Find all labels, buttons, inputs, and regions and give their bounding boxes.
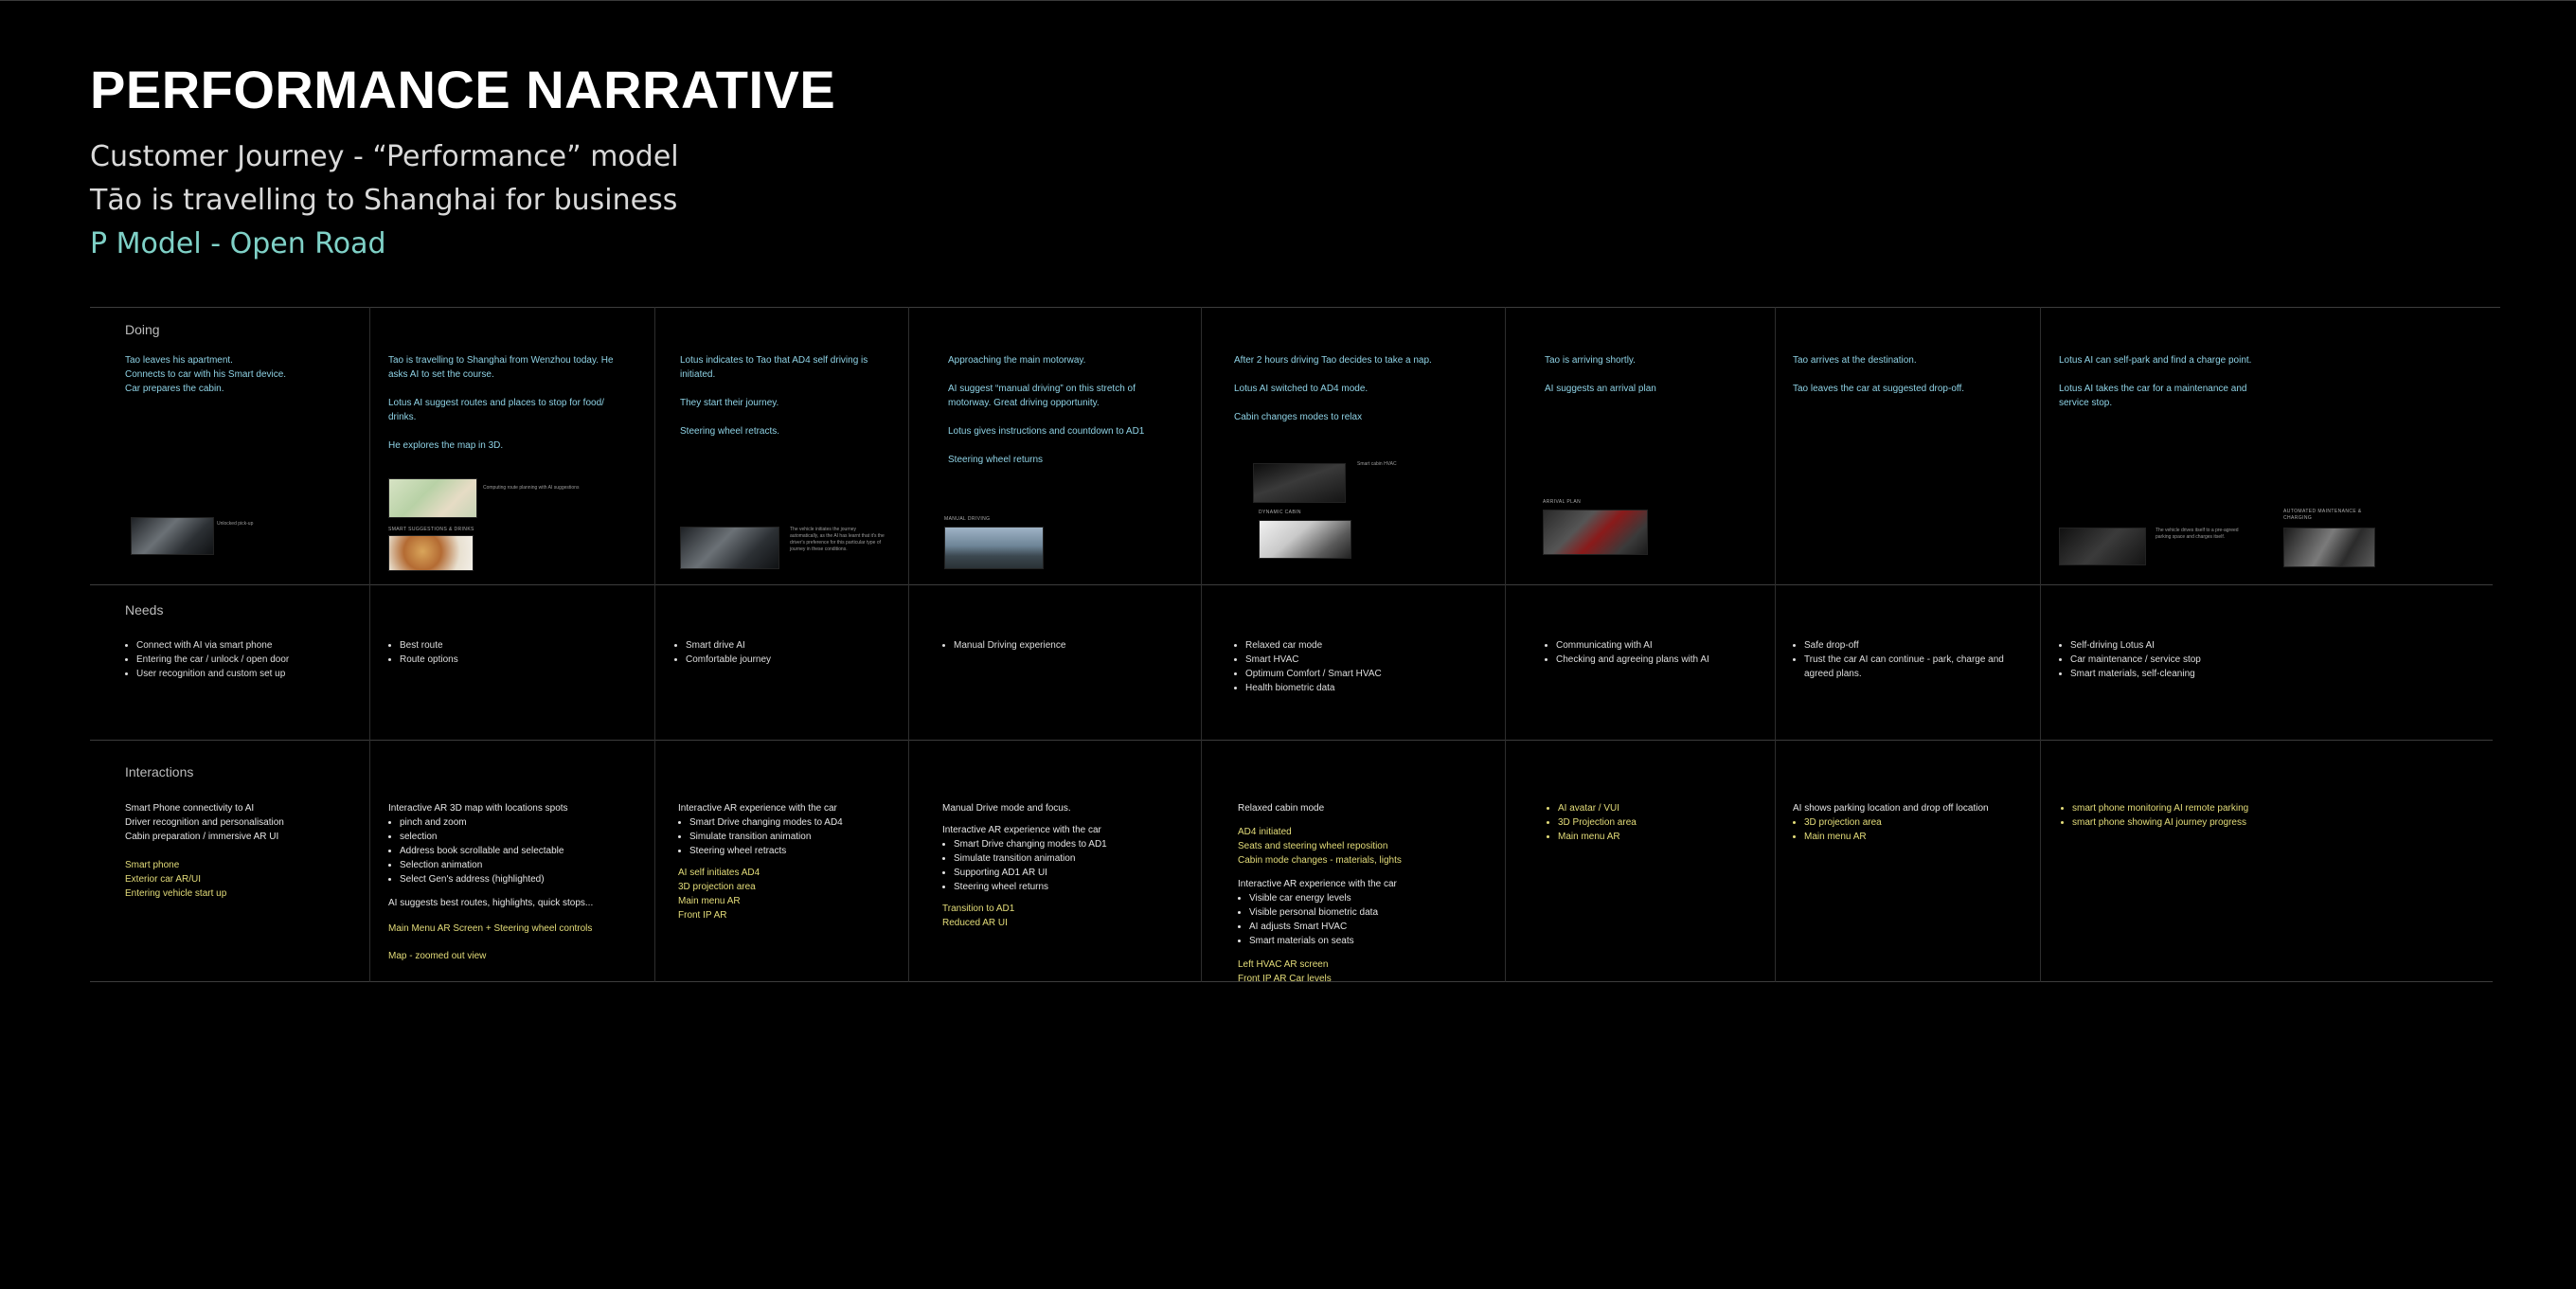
column-divider: [654, 307, 655, 982]
doing-text: Tao is travelling to Shanghai from Wenzhou today. He asks AI to set the course.: [388, 355, 614, 380]
need-item: • Smart materials, self-cleaning: [2070, 667, 2277, 681]
doing-step-1: [125, 353, 352, 396]
interactions-step-7: [1793, 801, 2020, 844]
interaction-touchpoint: • 3D projection area: [1804, 815, 2020, 830]
needs-divider: [90, 584, 2493, 585]
interaction-item: • Smart Drive changing modes to AD4: [689, 815, 896, 830]
model-subtitle: P Model - Open Road: [90, 227, 386, 260]
needs-step-5: [1234, 638, 1471, 695]
self-driving-image: [680, 527, 779, 569]
interaction-item: • pinch and zoom: [400, 815, 639, 830]
column-divider: [1775, 307, 1776, 982]
interaction-text: Interactive AR experience with the car: [942, 825, 1101, 835]
image-caption: Unlocked pick-up: [217, 521, 254, 527]
needs-step-8: [2059, 638, 2277, 681]
doing-text: Connects to car with his Smart device.: [125, 369, 287, 380]
column-divider: [369, 307, 370, 982]
column-divider: [908, 307, 909, 982]
column-divider: [1201, 307, 1202, 982]
image-caption: The vehicle drives itself to a pre-agreed parking space and charges itself.: [2156, 528, 2239, 540]
interaction-item: • AI adjusts Smart HVAC: [1249, 920, 1484, 934]
interaction-text: Smart Phone connectivity to AI: [125, 803, 255, 814]
interaction-touchpoint: AI self initiates AD4: [678, 868, 760, 878]
need-item: • Checking and agreeing plans with AI: [1556, 653, 1762, 667]
interactions-step-2: [388, 801, 639, 963]
journey-grid: [90, 307, 2500, 982]
need-item: • Relaxed car mode: [1245, 638, 1471, 653]
doing-text: AI suggests an arrival plan: [1545, 384, 1656, 394]
interaction-text: Manual Drive mode and focus.: [942, 803, 1071, 814]
image-caption: SMART SUGGESTIONS & DRINKS: [388, 527, 474, 532]
doing-text: AI suggest “manual driving” on this stretch of motorway. Great driving opportunity.: [948, 384, 1136, 408]
cabin-hvac-image: [1253, 463, 1346, 503]
doing-text: Tao is arriving shortly.: [1545, 355, 1636, 366]
interaction-touchpoint: • smart phone monitoring AI remote parking: [2072, 801, 2288, 815]
row-label-interactions: Interactions: [125, 764, 194, 779]
need-item: • Self-driving Lotus AI: [2070, 638, 2277, 653]
doing-step-3: [680, 353, 893, 453]
interaction-touchpoint: Reduced AR UI: [942, 918, 1008, 928]
interaction-text: AI shows parking location and drop off location: [1793, 803, 1989, 814]
interaction-item: • Smart materials on seats: [1249, 934, 1484, 948]
need-item: • User recognition and custom set up: [136, 667, 352, 681]
needs-step-1: [125, 638, 352, 681]
needs-step-3: [674, 638, 887, 667]
doing-step-2: [388, 353, 635, 467]
interaction-text: Relaxed cabin mode: [1238, 803, 1325, 814]
doing-step-7: [1793, 353, 2011, 410]
interaction-touchpoint: AD4 initiated: [1238, 827, 1292, 837]
interaction-touchpoint: • 3D Projection area: [1558, 815, 1755, 830]
grid-top-line: [90, 307, 2500, 308]
doing-text: He explores the map in 3D.: [388, 440, 504, 451]
doing-step-4: [948, 353, 1166, 481]
interaction-item: • Visible car energy levels: [1249, 891, 1484, 905]
doing-text: Car prepares the cabin.: [125, 384, 224, 394]
car-pickup-image: [131, 517, 214, 555]
dynamic-cabin-image: [1259, 520, 1351, 559]
image-caption: ARRIVAL PLAN: [1543, 499, 1582, 505]
doing-text: They start their journey.: [680, 398, 779, 408]
interaction-text: Driver recognition and personalisation: [125, 817, 284, 828]
route-map-image: [388, 478, 477, 518]
interaction-item: • Simulate transition animation: [689, 830, 896, 844]
need-item: • Entering the car / unlock / open door: [136, 653, 352, 667]
interactions-step-5: [1238, 801, 1484, 986]
scenario-subtitle: Tāo is travelling to Shanghai for business: [90, 184, 678, 217]
food-suggestion-image: [388, 535, 474, 571]
doing-text: Steering wheel retracts.: [680, 426, 780, 437]
need-item: • Car maintenance / service stop: [2070, 653, 2277, 667]
interaction-touchpoint: Seats and steering wheel reposition: [1238, 841, 1388, 851]
interaction-touchpoint: 3D projection area: [678, 882, 756, 892]
need-item: • Smart HVAC: [1245, 653, 1471, 667]
column-divider: [1505, 307, 1506, 982]
interactions-step-6: [1547, 801, 1755, 844]
interactions-step-8: [2061, 801, 2288, 830]
image-caption: MANUAL DRIVING: [944, 516, 991, 522]
page-title: PERFORMANCE NARRATIVE: [90, 60, 836, 119]
interaction-touchpoint: Front IP AR Car levels: [1238, 974, 1332, 984]
doing-step-6: [1545, 353, 1753, 410]
doing-step-8: [2059, 353, 2277, 424]
need-item: • Comfortable journey: [686, 653, 887, 667]
need-item: • Health biometric data: [1245, 681, 1471, 695]
interaction-touchpoint: • Main menu AR: [1804, 830, 2020, 844]
top-border: [0, 0, 2576, 1]
interaction-touchpoint: Exterior car AR/UI: [125, 874, 202, 885]
doing-text: Cabin changes modes to relax: [1234, 412, 1363, 422]
journey-subtitle: Customer Journey - “Performance” model: [90, 140, 679, 173]
interaction-touchpoint: • AI avatar / VUI: [1558, 801, 1755, 815]
doing-text: Steering wheel returns: [948, 455, 1044, 465]
image-caption: Computing route planning with AI suggestions: [483, 485, 580, 491]
need-item: • Smart drive AI: [686, 638, 887, 653]
interaction-touchpoint: • smart phone showing AI journey progress: [2072, 815, 2288, 830]
image-caption: AUTOMATED MAINTENANCE & CHARGING: [2283, 509, 2362, 521]
interactions-step-1: [125, 801, 352, 901]
interaction-item: • Select Gen's address (highlighted): [400, 872, 639, 886]
manual-driving-image: [944, 527, 1044, 569]
doing-text: Lotus AI can self-park and find a charge point.: [2059, 355, 2252, 366]
interactions-divider: [90, 740, 2493, 741]
doing-text: Tao leaves his apartment.: [125, 355, 233, 366]
image-caption: DYNAMIC CABIN: [1259, 510, 1301, 515]
interactions-step-3: [678, 801, 896, 922]
interactions-step-4: [942, 801, 1179, 930]
column-divider: [2040, 307, 2041, 982]
need-item: • Best route: [400, 638, 635, 653]
interaction-item: • Address book scrollable and selectable: [400, 844, 639, 858]
need-item: • Connect with AI via smart phone: [136, 638, 352, 653]
interaction-item: • Steering wheel retracts: [689, 844, 896, 858]
doing-text: Lotus AI suggest routes and places to stop for food/ drinks.: [388, 398, 604, 422]
interaction-touchpoint: Smart phone: [125, 860, 180, 870]
need-item: • Trust the car AI can continue - park, charge and agreed plans.: [1804, 653, 2006, 681]
interaction-touchpoint: Map - zoomed out view: [388, 951, 487, 961]
self-park-image: [2059, 528, 2146, 565]
interaction-item: • selection: [400, 830, 639, 844]
doing-text: Lotus indicates to Tao that AD4 self driving is initiated.: [680, 355, 868, 380]
doing-text: Approaching the main motorway.: [948, 355, 1086, 366]
interaction-item: • Simulate transition animation: [954, 851, 1179, 866]
interaction-touchpoint: Cabin mode changes - materials, lights: [1238, 855, 1402, 866]
doing-text: Tao leaves the car at suggested drop-off.: [1793, 384, 1965, 394]
interaction-touchpoint: Entering vehicle start up: [125, 888, 227, 899]
need-item: • Optimum Comfort / Smart HVAC: [1245, 667, 1471, 681]
interaction-item: • Smart Drive changing modes to AD1: [954, 837, 1179, 851]
maintenance-image: [2283, 528, 2375, 567]
arrival-plan-image: [1543, 510, 1648, 555]
interaction-item: • Visible personal biometric data: [1249, 905, 1484, 920]
interaction-touchpoint: Main menu AR: [678, 896, 741, 906]
needs-step-2: [388, 638, 635, 667]
interaction-item: • Supporting AD1 AR UI: [954, 866, 1179, 880]
row-label-needs: Needs: [125, 602, 164, 618]
interaction-text: Cabin preparation / immersive AR UI: [125, 832, 279, 842]
needs-step-6: [1545, 638, 1762, 667]
interaction-touchpoint: Transition to AD1: [942, 904, 1015, 914]
interaction-touchpoint: Front IP AR: [678, 910, 727, 921]
image-caption: The vehicle initiates the journey automatically, as the AI has learnt that it's the driver's preference for this particular type of journey in these conditions.: [790, 527, 885, 552]
needs-step-4: [942, 638, 1170, 653]
interaction-text: AI suggests best routes, highlights, quick stops...: [388, 898, 594, 908]
need-item: • Manual Driving experience: [954, 638, 1170, 653]
interaction-item: • Steering wheel returns: [954, 880, 1179, 894]
need-item: • Safe drop-off: [1804, 638, 2006, 653]
row-label-doing: Doing: [125, 322, 160, 337]
need-item: • Communicating with AI: [1556, 638, 1762, 653]
interaction-touchpoint: Main Menu AR Screen + Steering wheel controls: [388, 923, 593, 934]
doing-text: Tao arrives at the destination.: [1793, 355, 1917, 366]
doing-text: Lotus AI takes the car for a maintenance and service stop.: [2059, 384, 2247, 408]
doing-step-5: [1234, 353, 1471, 439]
interaction-text: Interactive AR experience with the car: [678, 803, 837, 814]
doing-text: Lotus gives instructions and countdown to AD1: [948, 426, 1145, 437]
needs-step-7: [1793, 638, 2006, 681]
interaction-touchpoint: Left HVAC AR screen: [1238, 959, 1329, 970]
interaction-touchpoint: • Main menu AR: [1558, 830, 1755, 844]
doing-text: Lotus AI switched to AD4 mode.: [1234, 384, 1368, 394]
doing-text: After 2 hours driving Tao decides to take a nap.: [1234, 355, 1432, 366]
interaction-item: • Selection animation: [400, 858, 639, 872]
need-item: • Route options: [400, 653, 635, 667]
interaction-text: Interactive AR experience with the car: [1238, 879, 1397, 889]
interaction-text: Interactive AR 3D map with locations spots: [388, 803, 568, 814]
image-caption: Smart cabin HVAC: [1357, 461, 1397, 467]
